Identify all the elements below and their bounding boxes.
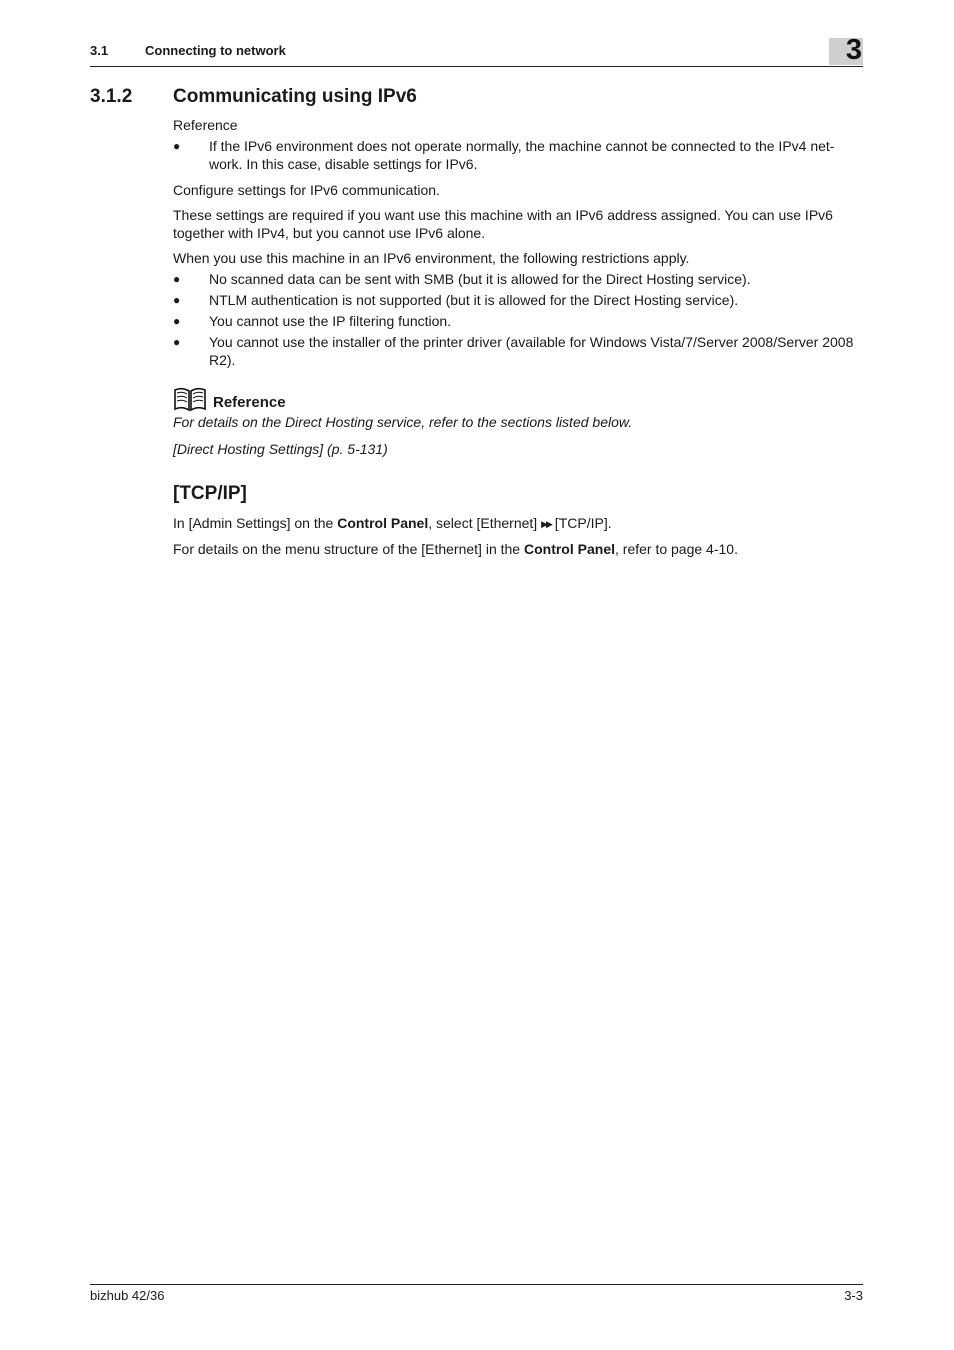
bullet-icon: ● bbox=[173, 293, 181, 307]
bullet-icon: ● bbox=[173, 139, 181, 153]
footer-page-number: 3-3 bbox=[844, 1288, 863, 1303]
chapter-number: 3 bbox=[845, 34, 862, 66]
control-panel-term: Control Panel bbox=[337, 515, 429, 531]
paragraph-configure: Configure settings for IPv6 communication. bbox=[173, 182, 440, 198]
tcpip-text: [TCP/IP]. bbox=[550, 515, 612, 531]
page-footer bbox=[90, 1284, 863, 1303]
header-section-title: Connecting to network bbox=[145, 43, 286, 58]
tcpip-heading: [TCP/IP] bbox=[173, 483, 247, 504]
tcpip-text: , refer to page 4-10. bbox=[615, 541, 738, 557]
book-icon bbox=[173, 386, 207, 412]
section-number: 3.1.2 bbox=[90, 86, 133, 107]
reference-link[interactable]: [Direct Hosting Settings] (p. 5-131) bbox=[173, 441, 388, 457]
paragraph-requirements: These settings are required if you want use this machine with an IPv6 address assigned. You can use IPv6 together with IPv4, but you cannot use IPv6 alone. bbox=[173, 207, 833, 241]
tcpip-text: In [Admin Settings] on the bbox=[173, 515, 338, 531]
reference-bullet-text: If the IPv6 environment does not operate normally, the machine cannot be connected to the IPv4 net-work. In this case, disable settings for IPv6. bbox=[209, 138, 835, 172]
bullet-icon: ● bbox=[173, 272, 181, 286]
section-title: Communicating using IPv6 bbox=[173, 86, 417, 107]
chapter-tab bbox=[829, 34, 863, 66]
page-header bbox=[90, 34, 863, 67]
reference-box-title: Reference bbox=[213, 394, 286, 411]
restriction-item: You cannot use the IP filtering function. bbox=[209, 313, 452, 329]
restriction-item: You cannot use the installer of the printer driver (available for Windows Vista/7/Server 2008/Server 2008 R2). bbox=[209, 334, 854, 368]
bullet-icon: ● bbox=[173, 335, 181, 349]
restriction-item: NTLM authentication is not supported (but it is allowed for the Direct Hosting service). bbox=[209, 292, 739, 308]
bullet-icon: ● bbox=[173, 314, 181, 328]
double-arrow-icon: ▶▶ bbox=[541, 519, 551, 529]
control-panel-term: Control Panel bbox=[523, 541, 615, 557]
tcpip-instruction bbox=[173, 514, 863, 533]
header-section-number: 3.1 bbox=[90, 43, 109, 58]
reference-box-text: For details on the Direct Hosting service, refer to the sections listed below. bbox=[173, 414, 633, 430]
footer-product: bizhub 42/36 bbox=[90, 1288, 165, 1303]
reference-label: Reference bbox=[173, 117, 238, 133]
paragraph-restrictions-intro: When you use this machine in an IPv6 environment, the following restrictions apply. bbox=[173, 250, 690, 266]
tcpip-text: For details on the menu structure of the [Ethernet] in the bbox=[173, 541, 524, 557]
restriction-item: No scanned data can be sent with SMB (but it is allowed for the Direct Hosting service). bbox=[209, 271, 751, 287]
tcpip-text: , select [Ethernet] bbox=[428, 515, 542, 531]
tcpip-details bbox=[173, 540, 863, 558]
